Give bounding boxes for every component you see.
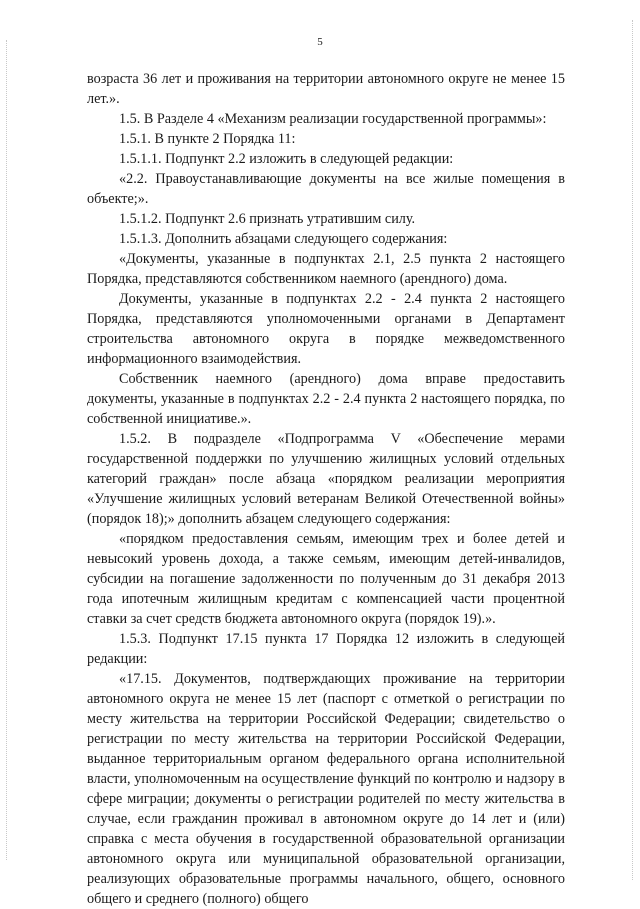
document-body [87,69,565,909]
paragraph: 1.5. В Разделе 4 «Механизм реализации государственной программы»: [119,111,547,127]
paragraph: 1.5.1.2. Подпункт 2.6 признать утратившим силу. [119,211,416,227]
paragraph: 1.5.1.3. Дополнить абзацами следующего содержания: [119,231,448,247]
paragraph: «Документы, указанные в подпунктах 2.1, 2.5 пункта 2 настоящего Порядка, представляются собственником наемного (арендного) дома. [87,251,565,287]
paragraph: 1.5.1. В пункте 2 Порядка 11: [119,131,296,147]
paragraph: 1.5.2. В подразделе «Подпрограмма V «Обеспечение мерами государственной поддержки по улучшению жилищных условий отдельных категорий граждан» после абзаца «порядком реализации мероприятия «Улучшение жилищных условий ветеранам Великой Отечественной войны» (порядок 18);» дополнить абзацем следующего содержания: [87,431,565,527]
paragraph: «17.15. Документов, подтверждающих проживание на территории автономного округа не менее 15 лет (паспорт с отметкой о регистрации по месту жительства на территории Российской Федерации; свидетельство о регистрации по месту жительства на территории Российской Федерации, выданное территориальным органом федерального органа исполнительной власти, уполномоченным на осуществление функций по контролю и надзору в сфере миграции; документы о регистрации родителей по месту жительства в случае, если гражданин проживал в автономном округе до 14 лет и (или) справка с места обучения в государственной образовательной организации автономного округа или муниципальной образовательной организации, реализующих образовательные программы начального, общего, основного общего и среднего (полного) общего [87,671,565,907]
paragraph: «порядком предоставления семьям, имеющим трех и более детей и невысокий уровень дохода, а также семьям, имеющим детей-инвалидов, субсидии на погашение задолженности по полученным до 31 декабря 2013 года ипотечным жилищным кредитам с компенсацией части процентной ставки за счет средств бюджета автономного округа (порядок 19).». [87,531,565,627]
paragraph: «2.2. Правоустанавливающие документы на все жилые помещения в объекте;». [87,171,565,207]
paragraph: 1.5.1.1. Подпункт 2.2 изложить в следующей редакции: [119,151,454,167]
scan-edge-left [6,40,8,860]
scan-edge-right [632,20,634,880]
paragraph: возраста 36 лет и проживания на территории автономного округе не менее 15 лет.». [87,71,565,107]
paragraph: Документы, указанные в подпунктах 2.2 - 2.4 пункта 2 настоящего Порядка, представляются уполномоченными органами в Департамент строительства автономного округа в порядке межведомственного информационного взаимодействия. [87,291,565,367]
paragraph: Собственник наемного (арендного) дома вправе предоставить документы, указанные в подпунктах 2.2 - 2.4 пункта 2 настоящего порядка, по собственной инициативе.». [87,371,565,427]
page-number: 5 [317,36,323,48]
paragraph: 1.5.3. Подпункт 17.15 пункта 17 Порядка 12 изложить в следующей редакции: [87,631,565,667]
